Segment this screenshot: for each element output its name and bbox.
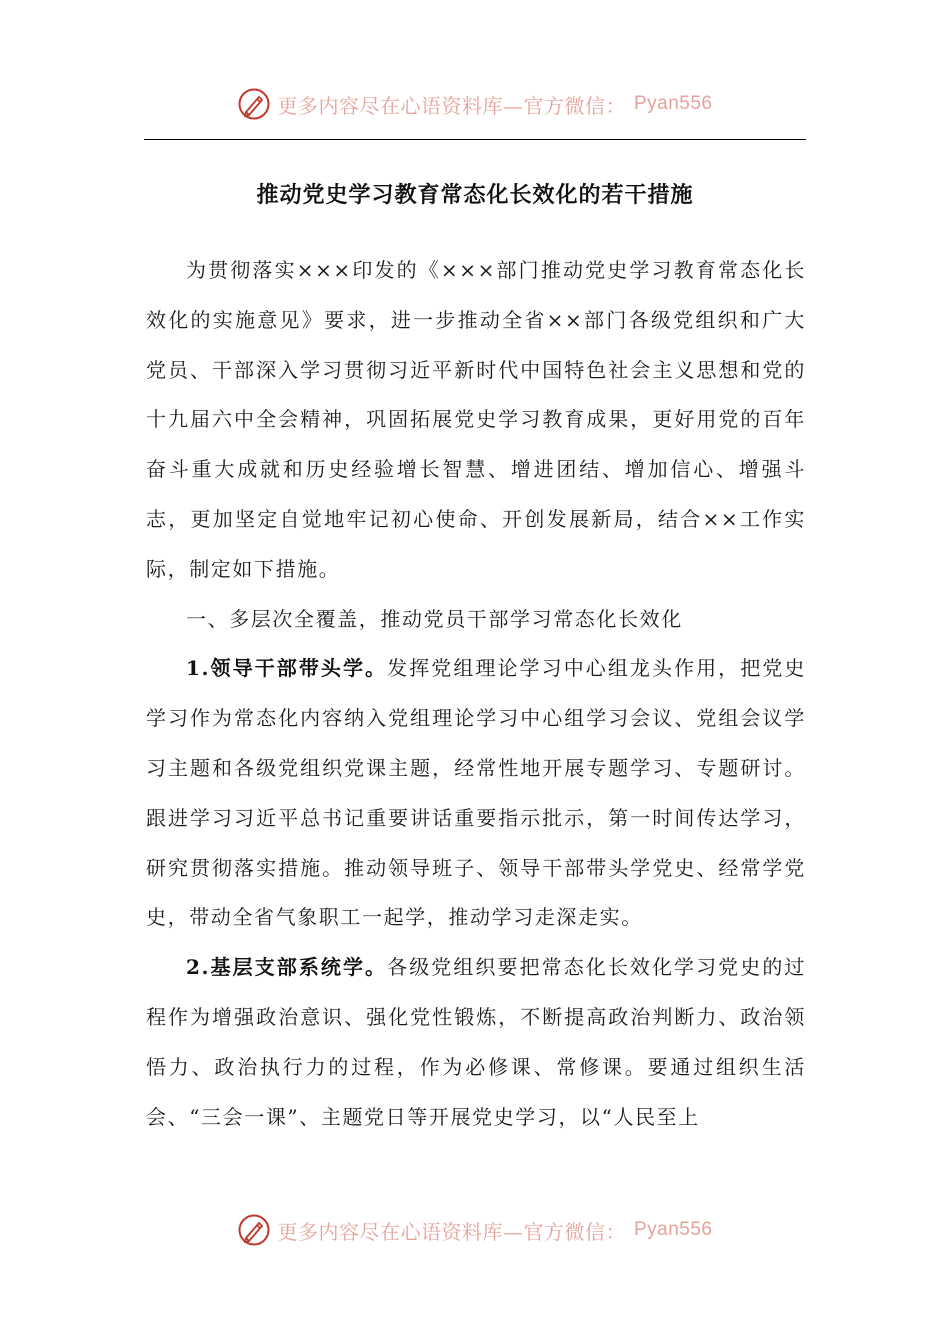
watermark-text: 更多内容尽在心语资料库—官方微信：: [277, 1219, 626, 1244]
item-2-paragraph: [146, 943, 806, 1142]
watermark-wechat-id: Pyan556: [633, 93, 713, 114]
section-1-heading: 一、多层次全覆盖，推动党员干部学习常态化长效化: [186, 606, 683, 631]
watermark-text: 更多内容尽在心语资料库—官方微信：: [277, 93, 626, 118]
document-title: 推动党史学习教育常态化长效化的若干措施: [256, 182, 694, 208]
pen-circle-logo-icon: [237, 87, 271, 121]
intro-paragraph: 为贯彻落实×××印发的《×××部门推动党史学习教育常态化长效化的实施意见》要求，进一步推动全省××部门各级党组织和广大党员、干部深入学习贯彻习近平新时代中国特色社会主义思想和党的十九届六中全会精神，巩固拓展党史学习教育成果，更好用党的百年奋斗重大成就和历史经验增长智慧、增进团结、增加信心、增强斗志，更加坚定自觉地牢记初心使命、开创发展新局，结合××工作实际，制定如下措施。: [146, 258, 806, 581]
header-divider: [144, 139, 806, 140]
watermark-wechat-id: Pyan556: [633, 1219, 713, 1240]
document-body: [146, 246, 806, 1142]
item-1-body: 发挥党组理论学习中心组龙头作用，把党史学习作为常态化内容纳入党组理论学习中心组学习会议、党组会议学习主题和各级党组织党课主题，经常性地开展专题学习、专题研讨。跟进学习习近平总书记重要讲话重要指示批示，第一时间传达学习，研究贯彻落实措施。推动领导班子、领导干部带头学党史、经常学党史，带动全省气象职工一起学，推动学习走深走实。: [146, 656, 806, 930]
item-1-paragraph: [146, 644, 806, 943]
item-1-lead: 1.领导干部带头学。: [186, 656, 388, 681]
watermark-footer: [0, 1208, 950, 1252]
pen-circle-logo-icon: [237, 1213, 271, 1247]
item-2-lead: 2.基层支部系统学。: [186, 955, 388, 980]
item-2-body: 各级党组织要把常态化长效化学习党史的过程作为增强政治意识、强化党性锻炼，不断提高政治判断力、政治领悟力、政治执行力的过程，作为必修课、常修课。要通过组织生活会、“三会一课”、主题党日等开展党史学习，以“人民至上: [146, 955, 806, 1129]
watermark-header: [0, 82, 950, 126]
